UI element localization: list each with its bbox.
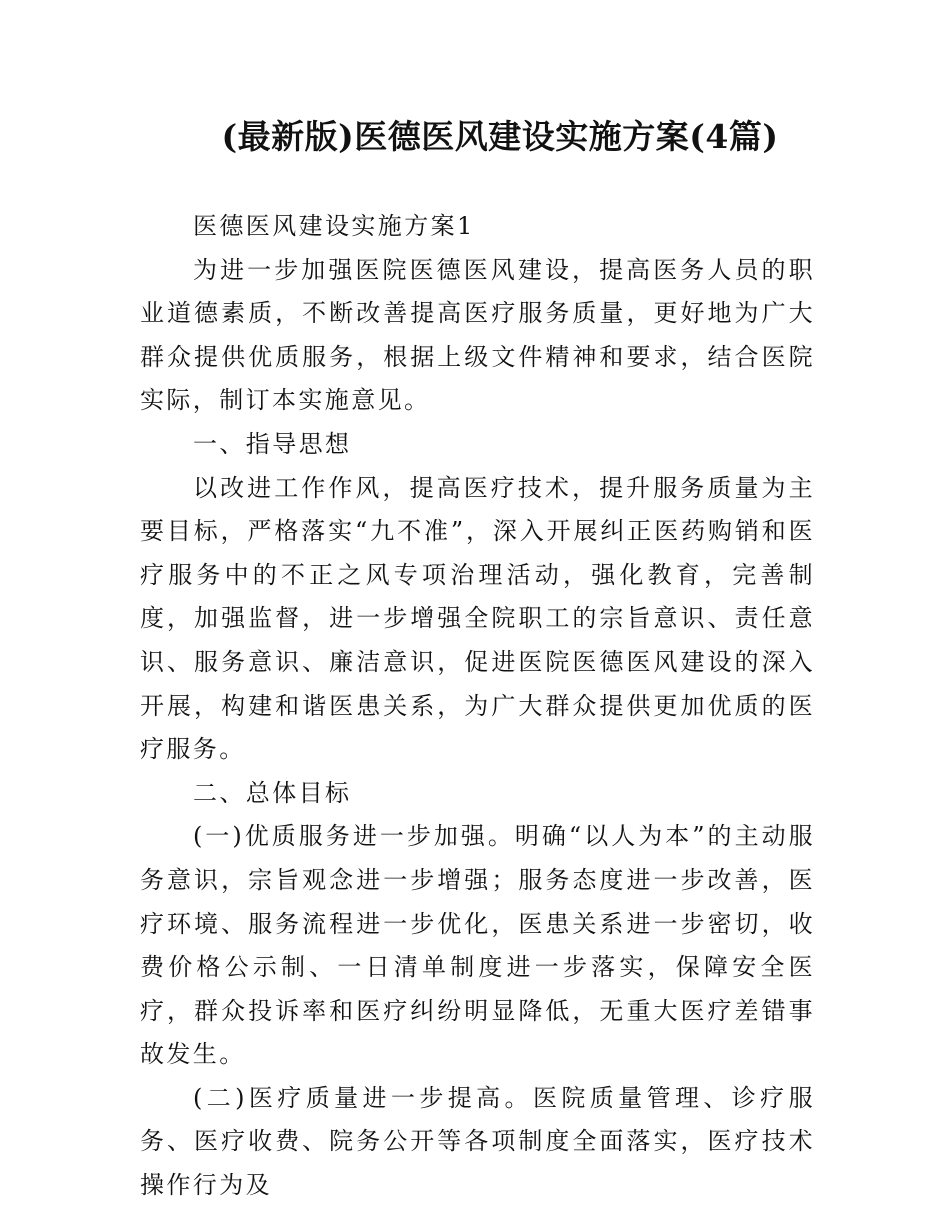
guiding-ideology-paragraph: 以改进工作作风，提高医疗技术，提升服务质量为主要目标，严格落实“九不准”，深入开展纠正医药购销和医疗服务中的不正之风专项治理活动，强化教育，完善制度，加强监督，进一步增强全院职工的宗旨意识、责任意识、服务意识、廉洁意识，促进医院医德医风建设的深入开展，构建和谐医患关系，为广大群众提供更加优质的医疗服务。 [140,473,815,764]
section-heading-overall-goals: 二、总体目标 [193,778,352,807]
section-heading-plan-1: 医德医风建设实施方案1 [193,212,475,240]
document-body [140,205,815,1208]
goal-1-paragraph: (一)优质服务进一步加强。明确“以人为本”的主动服务意识，宗旨观念进一步增强；服务态度进一步改善，医疗环境、服务流程进一步优化，医患关系进一步密切，收费价格公示制、一日清单制度进一步落实，保障安全医疗，群众投诉率和医疗纠纷明显降低，无重大医疗差错事故发生。 [140,822,815,1069]
goal-2-paragraph: (二)医疗质量进一步提高。医院质量管理、诊疗服务、医疗收费、院务公开等各项制度全面落实，医疗技术操作行为及 [140,1083,815,1200]
section-heading-guiding-ideology: 一、指导思想 [193,429,352,458]
document-title: (最新版)医德医风建设实施方案(4篇) [221,117,779,156]
intro-paragraph: 为进一步加强医院医德医风建设，提高医务人员的职业道德素质，不断改善提高医疗服务质量，更好地为广大群众提供优质服务，根据上级文件精神和要求，结合医院实际，制订本实施意见。 [140,255,815,415]
